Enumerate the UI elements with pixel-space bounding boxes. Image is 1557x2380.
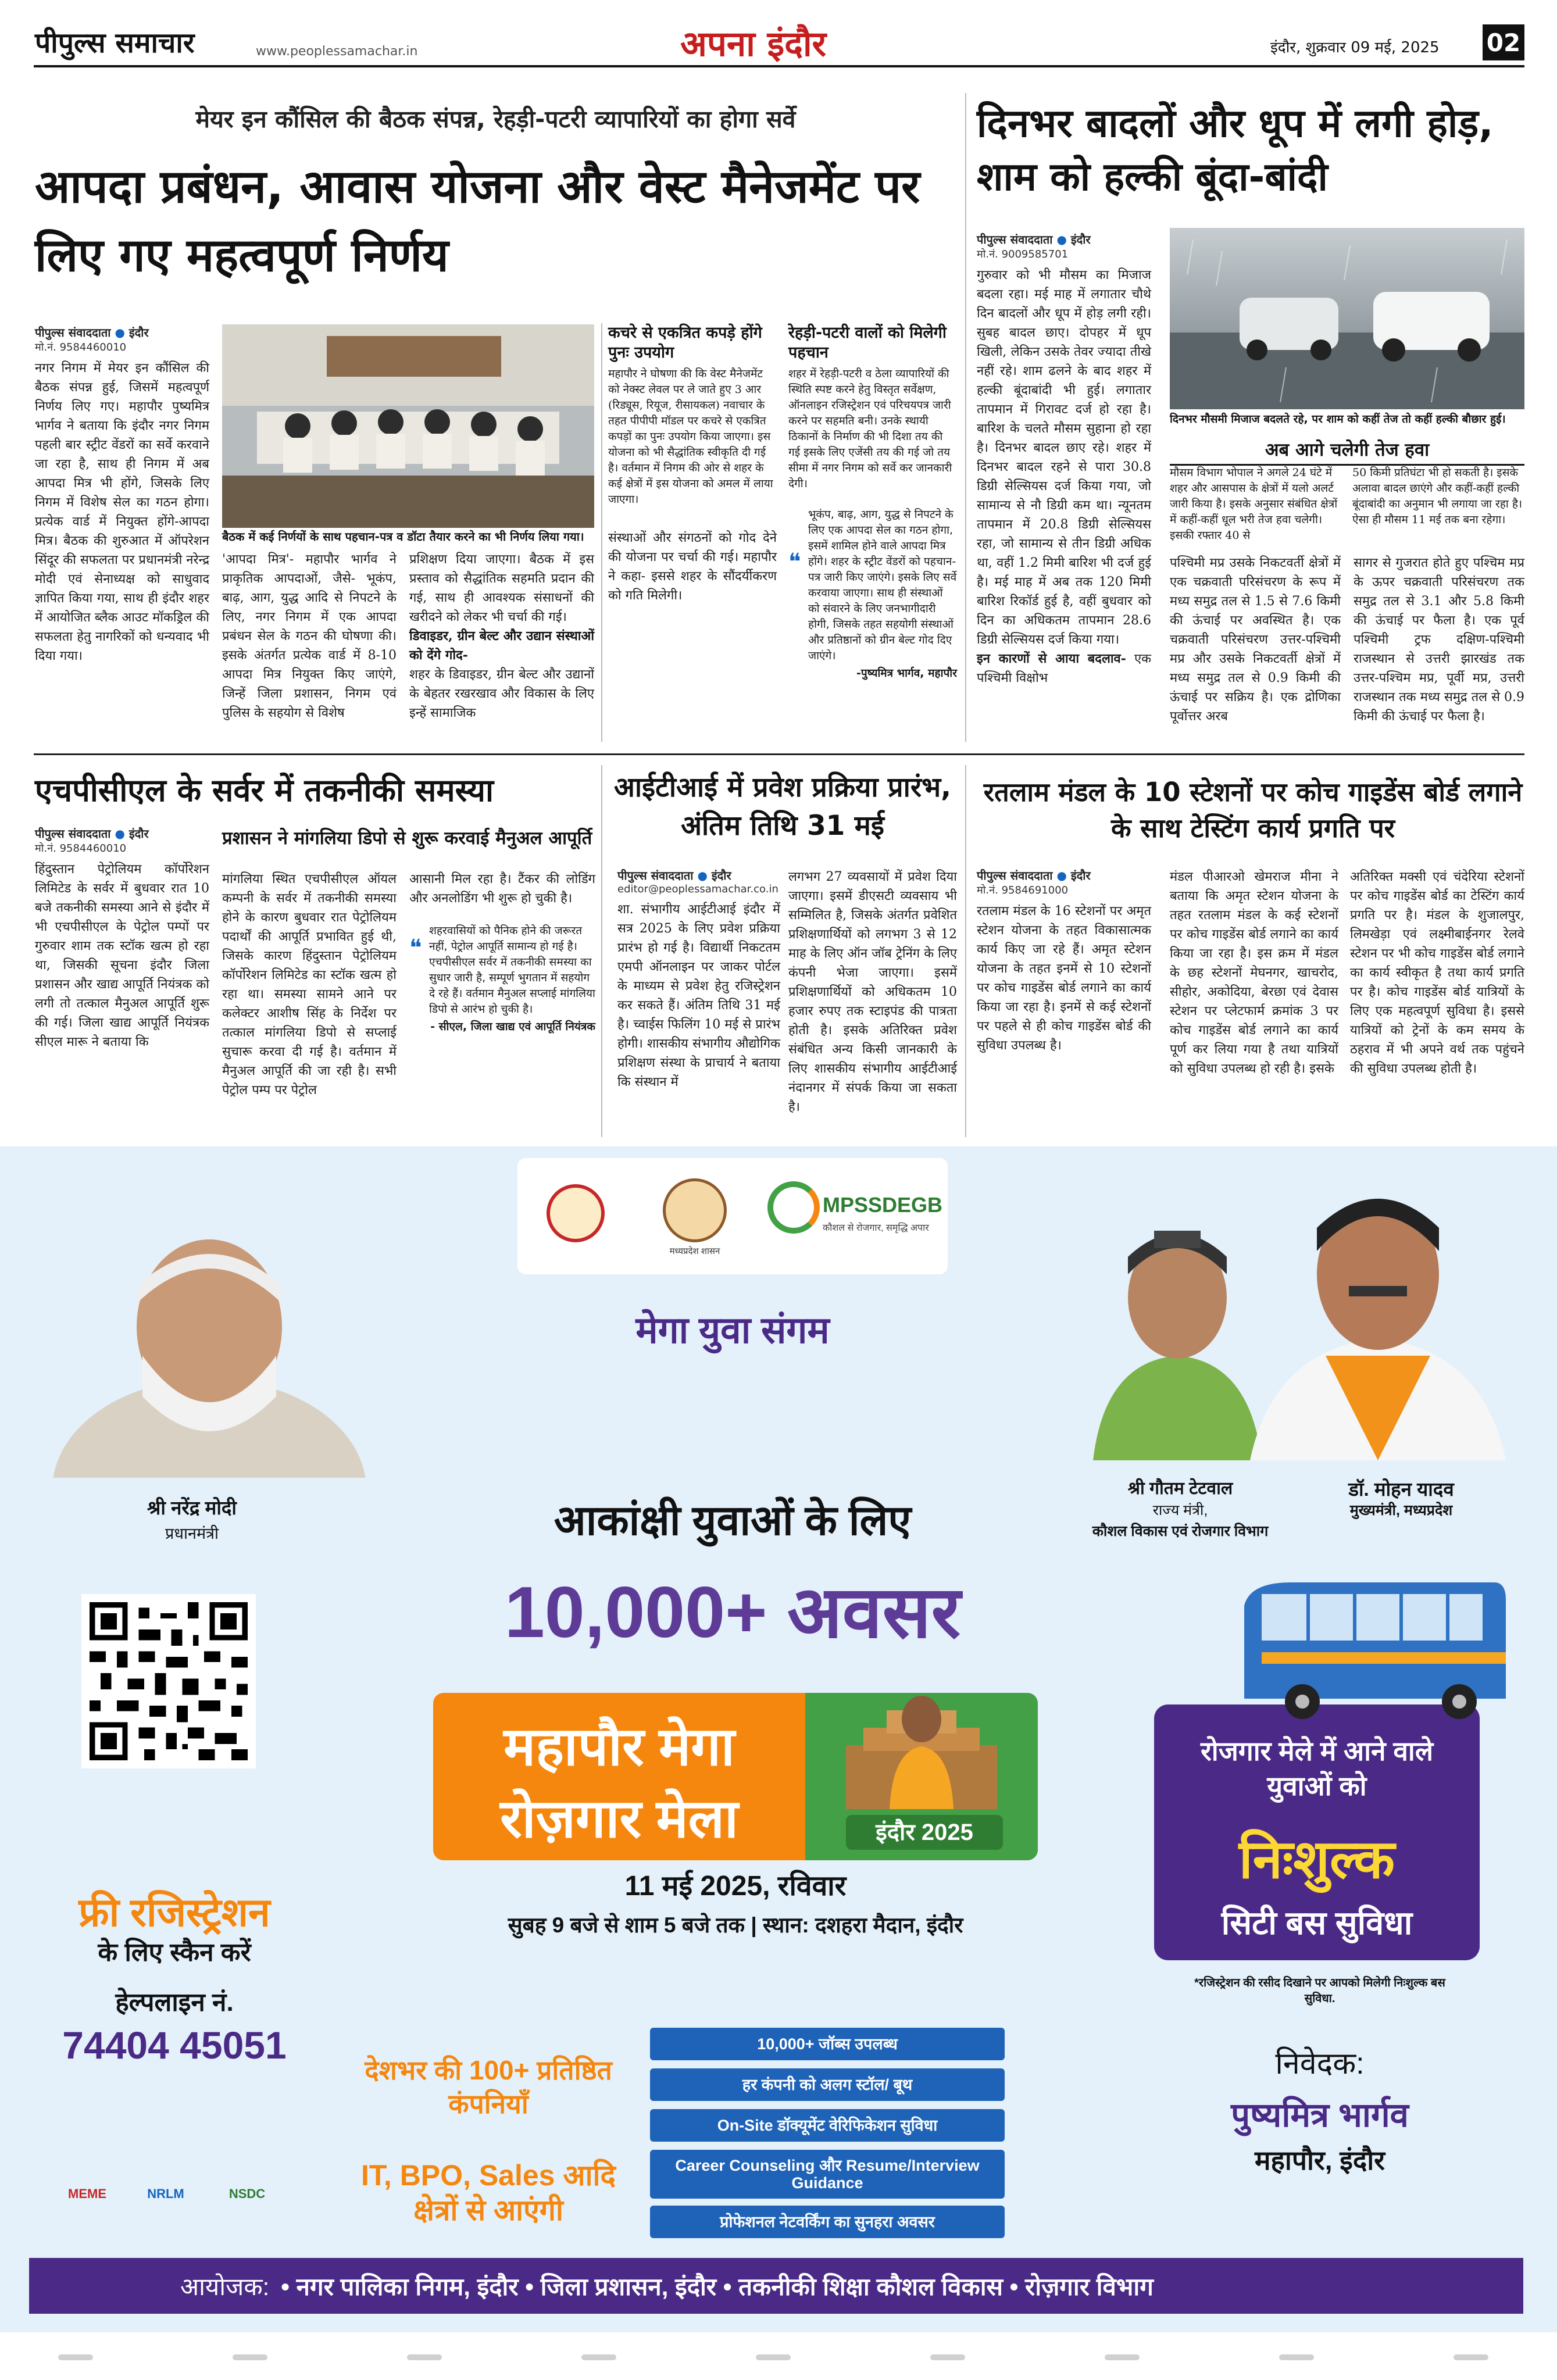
story3-mobile: मो.नं. 9584460010	[35, 842, 127, 855]
story5-col2: मंडल पीआरओ खेमराज मीना ने बताया कि अमृत स्टेशन योजना के तहत रतलाम मंडल के कई स्टेशनों पर कोच गाइडेंस बोर्ड लगाने का कार्य किया जा रहा है। इस क्रम में मंडल के छह स्टेशनों मेघनगर, खाचरोद, सीहोर, अकोदिया, बेरछा एवं देवास स्टेशन पर प्लेटफार्म क्रमांक 3 पर कोच गाइडेंस बोर्ड लगाने का कार्य पूर्ण कर लिया गया है तथा यात्रियों को सुविधा उपलब्ध हो रही है। इसके	[1170, 870, 1338, 1076]
story5-col3: अतिरिक्त मक्सी एवं चंदेरिया स्टेशनों पर कोच गाइडेंस बोर्ड का टेस्टिंग कार्य प्रगति पर है। मंडल के शुजालपुर, लिमखेड़ा एवं लक्ष्मीबाईनगर रेलवे स्टेशन पर भी कोच गाइडेंस बोर्ड लगाने का कार्य स्वीकृत है तथा कार्य प्रगति पर है। कोच गाइडेंस बोर्ड यात्रियों के लिए एक महत्वपूर्ण सुविधा है। इससे यात्रियों को ट्रेनों के कम समय के ठहराव में भी अपने वर्थ तक पहुंचने की सुविधा उपलब्ध होती है।	[1350, 870, 1524, 1076]
nivedak-title: महापौर, इंदौर	[1254, 2145, 1385, 2175]
mpssdegb-logo	[767, 1181, 820, 1234]
modi-title: प्रधानमंत्री	[165, 1525, 219, 1542]
registration-mark	[1454, 2354, 1488, 2360]
story1-col3-subhead: डिवाइडर, ग्रीन बेल्ट और उद्यान संस्थाओं को देंगे गोद-	[409, 628, 594, 663]
story5-col1: रतलाम मंडल के 16 स्टेशनों पर अमृत स्टेशन योजना के तहत विकासात्मक कार्य किए जा रहे हैं। अमृत स्टेशन योजना के तहत इनमें से 10 स्टेशनों पर कोच गाइडेंस बोर्ड लगाने का कार्य किया जा रहा है। इनमें से कई स्टेशनों पर पहले से ही कोच गाइडेंस बोर्ड की सुविधा उपलब्ध है।	[977, 904, 1151, 1053]
story5-mobile: मो.नं. 9584691000	[977, 884, 1069, 896]
organizers-band	[29, 2258, 1523, 2314]
story2-col1-tail: एक पश्चिमी विक्षोभ	[977, 652, 1151, 685]
story3-col3: आसानी मिल रहा है। टैंकर की लोडिंग और अनलोडिंग भी शुरू हो चुकी है।	[409, 872, 595, 906]
bus-line2: सिटी बस सुविधा	[1221, 1904, 1413, 1941]
divider	[601, 323, 602, 742]
story4-byline: पीपुल्स संवाददाता ● इंदौर	[617, 869, 731, 882]
mpssdegb-tagline: कौशल से रोजगार, समृद्धि अपार	[823, 1223, 929, 1233]
box2-title: रेहड़ी-पटरी वालों को मिलेगी पहचान	[788, 324, 947, 362]
feature-verification: On-Site डॉक्यूमेंट वेरिफिकेशन सुविधा	[650, 2109, 1005, 2142]
story4-col1: शा. संभागीय आईटीआई इंदौर में सत्र 2025 के लिए प्रवेश प्रक्रिया प्रारंभ हो गई है। विद्यार्थी निकटतम एमपी ऑनलाइन पर जाकर पोर्टल के माध्यम से प्रवेश हेतु रजिस्ट्रेशन कर सकते हैं। अंतिम तिथि 31 मई है। च्वाईस फिलिंग 10 मई से प्रारंभ होगी। शासकीय संभागीय औद्योगिक प्रशिक्षण संस्था के प्राचार्य ने बताया कि संस्थान में	[617, 902, 780, 1089]
tetwal-name: श्री गौतम टेटवाल	[1127, 1479, 1233, 1498]
feature-stalls: हर कंपनी को अलग स्टॉल/ बूथ	[650, 2068, 1005, 2101]
masthead	[0, 0, 1557, 69]
story2-col1: गुरुवार को भी मौसम का मिजाज बदला रहा। मई माह में लगातार चौथे दिन बादलों और धूप में होड़ लगी रही। सुबह बादल छाए। दोपहर में धूप खिली, लेकिन उसके तेवर ज्यादा तीखे नहीं रहे। शाम ढलने के बाद शहर में हल्की बूंदाबांदी भी हुई। लगातार तापमान में गिरावट दर्ज हो रहा है। बारिश के चलते मौसम सुहाना हो रहा है। दिनभर बादल छाए रहे। शहर में दिनभर बादल रहने से पारा 30.8 डिग्री सेल्सियस दर्ज किया गया, जो सामान्य से नौ डिग्री कम था। न्यूनतम तापमान में 20.8 डिग्री सेल्सियस रहा, जो सामान्य से तीन डिग्री अधिक था, वहीं 1.2 मिमी बारिश भी दर्ज हुई है। मई माह में अब तक 120 मिमी बारिश रिकॉर्ड हुई है, वहीं बुधवार को दिन का अधिकतम तापमान 28.6 डिग्री सेल्सियस दर्ज किया गया।	[977, 268, 1151, 647]
divider	[965, 765, 966, 1137]
meeting-photo	[222, 324, 594, 528]
city-bus-icon	[1227, 1571, 1512, 1722]
story3-headline: एचपीसीएल के सर्वर में तकनीकी समस्या	[35, 772, 494, 809]
bus-line1: रोजगार मेले में आने वाले युवाओं को	[1200, 1736, 1434, 1801]
organizers-label: आयोजक:	[180, 2272, 270, 2300]
indore-2025-badge: इंदौर 2025	[846, 1815, 1003, 1850]
divider	[965, 93, 966, 742]
quote-icon: ❝	[409, 935, 422, 962]
rain-photo	[1170, 228, 1524, 409]
bus-card	[1154, 1704, 1480, 1960]
story2-headline: दिनभर बादलों और धूप में लगी होड़, शाम को हल्की बूंदा-बांदी	[977, 101, 1494, 199]
yadav-name: डॉ. मोहन यादव	[1348, 1478, 1454, 1500]
story4-headline: आईटीआई में प्रवेश प्रक्रिया प्रारंभ, अंतिम तिथि 31 मई	[614, 771, 951, 842]
registration-mark	[581, 2354, 616, 2360]
section-rule	[34, 753, 1524, 755]
feature-networking: प्रोफेशनल नेटवर्किंग का सुनहरा अवसर	[650, 2206, 1005, 2238]
story1-byline: पीपुल्स संवाददाता ● इंदौर	[35, 326, 149, 340]
nivedak-label: निवेदक:	[1275, 2047, 1365, 2081]
story2-byline: पीपुल्स संवाददाता ● इंदौर	[977, 233, 1091, 246]
student-illustration	[834, 1693, 1009, 1809]
section-title: अपना इंदौर	[680, 24, 827, 65]
story2-sub-col2: 50 किमी प्रतिघंटा भी हो सकती है। इसके अलावा बादल छाएंगे और कहीं-कहीं हल्की बूंदाबांदी का अनुमान भी लगाया जा रहा है। ऐसा ही मौसम 11 मई तक बना रहेगा।	[1352, 466, 1523, 526]
registration-mark	[58, 2354, 93, 2360]
organizers-list: • नगर पालिका निगम, इंदौर • जिला प्रशासन, इंदौर • तकनीकी शिक्षा कौशल विकास • रोज़गार विभाग	[281, 2272, 1154, 2300]
story2-col2: पश्चिमी मप्र उसके निकटवर्ती क्षेत्रों में एक चक्रवाती परिसंचरण के रूप में मध्य समुद्र तल से 1.5 से 7.6 किमी की ऊंचाई पर अवस्थित है। एक चक्रवाती परिसंचरण उत्तर-पश्चिमी मप्र और उसके निकटवर्ती क्षेत्रों में मध्य समुद्र तल से 0.9 किमी की ऊंचाई पर सक्रिय है। एक द्रोणिका पूर्वोत्तर अरब	[1170, 556, 1341, 724]
tetwal-title2: कौशल विकास एवं रोजगार विभाग	[1092, 1523, 1269, 1539]
free-registration-title: फ्री रजिस्ट्रेशन	[78, 1891, 270, 1935]
helpline-number[interactable]: 74404 45051	[62, 2024, 287, 2067]
nivedak-name: पुष्यमित्र भार्गव	[1231, 2096, 1409, 2134]
page-number: 02	[1483, 24, 1524, 60]
story5-byline: पीपुल्स संवाददाता ● इंदौर	[977, 869, 1091, 882]
story2-col1-subhead: इन कारणों से आया बदलाव-	[977, 651, 1126, 666]
partner-logo-meme: MEME	[68, 2186, 106, 2201]
feature-counseling: Career Counseling और Resume/Interview Guidance	[650, 2150, 1005, 2199]
divider	[601, 765, 602, 1137]
story3-byline: पीपुल्स संवाददाता ● इंदौर	[35, 827, 149, 841]
story1-mobile: मो.नं. 9584460010	[35, 341, 127, 353]
story1-col2: 'आपदा मित्र'- महापौर भार्गव ने प्राकृतिक आपदाओं, जैसे- भूकंप, बाढ़, आग, युद्ध आदि से निपटने के लिए, नगर निगम में एक आपदा प्रबंधन सेल के गठन की घोषणा की। इसके अंतर्गत प्रत्येक वार्ड में 8-10 आपदा मित्र नियुक्त किए जाएंगे, जिन्हें जिला प्रशासन, निगम एवं पुलिस के सहयोग से विशेष	[222, 552, 397, 720]
feature-jobs: 10,000+ जॉब्स उपलब्ध	[650, 2028, 1005, 2060]
mpssdegb-name: MPSSDEGB	[823, 1193, 943, 1217]
logos-card	[517, 1158, 948, 1274]
masthead-rule	[34, 65, 1524, 67]
yadav-title: मुख्यमंत्री, मध्यप्रदेश	[1349, 1502, 1453, 1518]
story3-subhead: प्रशासन ने मांगलिया डिपो से शुरू करवाई मैनुअल आपूर्ति	[222, 828, 592, 849]
story3-quote-by: - सीएल, जिला खाद्य एवं आपूर्ति नियंत्रक	[430, 1020, 595, 1033]
masthead-logo[interactable]: पीपुल्स समाचार	[35, 27, 195, 59]
mp-govt-label: मध्यप्रदेश शासन	[669, 1246, 720, 1256]
event-date: 11 मई 2025, रविवार	[624, 1871, 847, 1902]
dateline: इंदौर, शुक्रवार 09 मई, 2025	[1270, 39, 1440, 56]
event-time-venue: सुबह 9 बजे से शाम 5 बजे तक | स्थान: दशहरा मैदान, इंदौर	[508, 1913, 963, 1937]
story3-col1: हिंदुस्तान पेट्रोलियम कॉर्पोरेशन लिमिटेड के सर्वर में बुधवार रात 10 बजे तकनीकी समस्या आने से इंदौर में भी एचपीसीएल के पेट्रोल पम्पों पर गुरुवार शाम तक स्टॉक खत्म हो रहा था, जिसकी सूचना इंदौर जिला प्रशासन और खाद्य आपूर्ति नियंत्रक को लगी तो तत्काल मैनुअल आपूर्ति शुरू की गई। जिला खाद्य आपूर्ति नियंत्रक सीएल मारू ने बताया कि	[35, 862, 209, 1049]
story4-col2: लगभग 27 व्यवसायों में प्रवेश दिया जाएगा। इसमें डीएसटी व्यवसाय भी सम्मिलित है, जिसके अंतर्गत प्रवेशित प्रशिक्षणार्थियों को लगभग 3 से 12 माह के लिए ऑन जॉब ट्रेनिंग के लिए कंपनी भेजा जाएगा। इसमें प्रशिक्षणार्थियों को अधिकतम 10 हजार रुपए तक स्टाइपंड की पात्रता होती है। इसके अतिरिक्त प्रवेश संबंधित अन्य किसी जानकारी के लिए शासकीय संभागीय आईटीआई नंदानगर में संपर्क किया जा सकता है।	[788, 870, 957, 1114]
story1-col3a: प्रशिक्षण दिया जाएगा। बैठक में इस प्रस्ताव को सैद्धांतिक सहमति प्रदान की गई, साथ ही आवश्यक संसाधनों की खरीदने को लेकर भी चर्चा की गई।	[409, 552, 594, 624]
helpline-label: हेल्पलाइन नं.	[115, 1988, 234, 2017]
masthead-url[interactable]: www.peoplessamachar.in	[256, 44, 418, 59]
modi-name: श्री नरेंद्र मोदी	[147, 1497, 237, 1518]
mela-title-line1: महापौर मेगा	[503, 1717, 735, 1777]
story2-col3: सागर से गुजरात होते हुए पश्चिम मप्र के ऊपर चक्रवाती परिसंचरण तक समुद्र तल से 3.1 और 5.8 किमी की ऊंचाई पर फैला है। एक पूर्व पश्चिमी ट्रफ दक्षिण-पश्चिमी राजस्थान से उत्तरी झारखंड तक उत्तर-पश्चिम मप्र, पूर्वी मप्र, उत्तरी राजस्थान तक मध्य समुद्र तल से 0.9 किमी की ऊंचाई पर फैला है।	[1354, 556, 1524, 724]
story1-quote-by: -पुष्यमित्र भार्गव, महापौर	[856, 667, 957, 680]
modi-portrait	[35, 1222, 384, 1478]
registration-mark	[1105, 2354, 1140, 2360]
story4-email[interactable]: editor@peoplessamachar.co.in	[617, 883, 779, 895]
sectors-line: IT, BPO, Sales आदि क्षेत्रों से आएंगी	[361, 2159, 616, 2227]
meeting-photo-caption: बैठक में कई निर्णयों के साथ पहचान-पत्र व डॉटा तैयार करने का भी निर्णय लिया गया।	[222, 530, 584, 544]
story1-headline: आपदा प्रबंधन, आवास योजना और वेस्ट मैनेजमेंट पर लिए गए महत्वपूर्ण निर्णय	[35, 160, 920, 282]
partner-logo-nrlm: NRLM	[147, 2186, 184, 2201]
box1-title: कचरे से एकत्रित कपड़े होंगे पुनः उपयोग	[608, 324, 762, 362]
registration-mark	[756, 2354, 791, 2360]
quote-icon: ❝	[788, 549, 801, 576]
rain-photo-caption: दिनभर मौसमी मिजाज बदलते रहे, पर शाम को कहीं तेज तो कहीं हल्की बौछार हुई।	[1170, 413, 1506, 426]
event-title: मेगा युवा संगम	[635, 1309, 830, 1351]
companies-line: देशभर की 100+ प्रतिष्ठित कंपनियाँ	[365, 2055, 612, 2119]
registration-qr[interactable]	[81, 1594, 256, 1768]
box1-text: महापौर ने घोषणा की कि वेस्ट मैनेजमेंट को नेक्स्ट लेवल पर ले जाते हुए 3 आर (रिड्यूस, रियूज, रीसायकल) नवाचार के तहत पीपीपी मॉडल पर कचरे से एकत्रित कपड़ों का पुनः उपयोग किया जाएगा। इस योजना को भी सैद्धांतिक स्वीकृति दी गई है। वर्तमान में निगम की ओर से शहर के कई क्षेत्रों में इस योजना को अमल में लाया जाएगा।	[608, 367, 773, 506]
mela-title-line2: रोज़गार मेला	[500, 1789, 738, 1849]
registration-mark	[930, 2354, 965, 2360]
story3-col2: मांगलिया स्थित एचपीसीएल ऑयल कम्पनी के सर्वर में तकनीकी समस्या होने के कारण बुधवार रात पेट्रोलियम पदार्थों की आपूर्ति प्रभावित हुई थी, जिसके कारण हिंदुस्तान पेट्रोलियम कॉर्पोरेशन लिमिटेड का स्टॉक खत्म हो रहा था। समस्या सामने आने पर कलेक्टर आशीष सिंह के निर्देश पर तत्काल मांगलिया डिपो से सप्लाई सुचारू करवा दी गई है। वर्तमान में मैनुअल आपूर्ति की जा रही है। सभी पेट्रोल पम्प पर पेट्रोल	[222, 872, 397, 1098]
story2-sub-col1: मौसम विभाग भोपाल ने अगले 24 घंटे में शहर और आसपास के क्षेत्रों में यलो अलर्ट जारी किया है। इसके अनुसार संबंधित क्षेत्रों में कहीं-कहीं धूल भरी तेज हवा चलेगी। इसकी रफ्तार 40 से	[1170, 466, 1338, 542]
bus-free: निःशुल्क	[1238, 1830, 1395, 1889]
box2-text: शहर में रेहड़ी-पटरी व ठेला व्यापारियों की स्थिति स्पष्ट करने हेतु विस्तृत सर्वेक्षण, ऑनलाइन रजिस्ट्रेशन एवं परिचयपत्र जारी करने पर सहमति बनी। उनके स्थायी ठिकानों के निर्माण की भी दिशा तय की गई इसके लिए एजेंसी तय की गई जो तय सीमा में नगर निगम को सर्वे कर जानकारी देगी।	[788, 367, 952, 490]
for-youth-line: आकांक्षी युवाओं के लिए	[553, 1498, 912, 1544]
registration-mark	[1279, 2354, 1314, 2360]
box1-after: संस्थाओं और संगठनों को गोद देने की योजना पर चर्चा की गई। महापौर ने कहा- इससे शहर के सौंदर्यीकरण को गति मिलेगी।	[608, 531, 777, 603]
partner-logo-nsdc: NSDC	[228, 2186, 266, 2201]
story1-kicker: मेयर इन कौंसिल की बैठक संपन्न, रेहड़ी-पटरी व्यापारियों का होगा सर्वे	[195, 105, 796, 133]
story1-quote: भूकंप, बाढ़, आग, युद्ध से निपटने के लिए एक आपदा सेल का गठन होगा, इसमें शामिल होने वाले आपदा मित्र होंगे। शहर के स्ट्रीट वेंडरों को पहचान-पत्र जारी किए जाएंगे। इसके लिए सर्वे करवाया जाएगा। साथ ही संस्थाओं को संवारने के लिए जनभागीदारी होगी, जिसके तहत सहयोगी संस्थाओं और प्रतिष्ठानों को ग्रीन बेल्ट गोद दिए जाएंगे।	[808, 508, 957, 662]
story2-mobile: मो.नं. 9009585701	[977, 248, 1069, 260]
mp-police-logo	[547, 1184, 605, 1242]
bus-note: *रजिस्ट्रेशन की रसीद दिखाने पर आपको मिलेगी निःशुल्क बस सुविधा.	[1194, 1977, 1445, 2005]
registration-mark	[407, 2354, 442, 2360]
story5-headline: रतलाम मंडल के 10 स्टेशनों पर कोच गाइडेंस बोर्ड लगाने के साथ टेस्टिंग कार्य प्रगति पर	[983, 777, 1523, 844]
tetwal-title1: राज्य मंत्री,	[1152, 1502, 1208, 1518]
free-registration-sub: के लिए स्कैन करें	[98, 1938, 251, 1967]
yadav-portrait	[1238, 1164, 1517, 1460]
story1-col3b: शहर के डिवाइडर, ग्रीन बेल्ट और उद्यानों के बेहतर रखरखाव और विकास के लिए इन्हें सामाजिक	[409, 667, 594, 720]
registration-mark	[233, 2354, 267, 2360]
mp-govt-logo	[663, 1178, 727, 1242]
story3-quote: शहरवासियों को पैनिक होने की जरूरत नहीं, पेट्रोल आपूर्ति सामान्य हो गई है। एचपीसीएल सर्वर में तकनीकी समस्या का सुधार जारी है, सम्पूर्ण भुगतान में सहयोग दे रहे हैं। वर्तमान मैनुअल सप्लाई मांगलिया डिपो से आरंभ हो चुकी है।	[429, 924, 595, 1016]
story1-col1: नगर निगम में मेयर इन कौंसिल की बैठक संपन्न हुई, जिसमें महत्वपूर्ण निर्णय लिए गए। महापौर पुष्यमित्र भार्गव ने बताया कि इंदौर नगर निगम पहली बार स्ट्रीट वेंडरों का सर्वे करवाने जा रहा है, साथ ही निगम में अब आपदा मित्र भी होंगे, जिसके लिए निगम में विशेष सेल का गठन होगा। प्रत्येक वार्ड में नियुक्त होंगे-आपदा मित्र। बैठक की शुरुआत में ऑपरेशन सिंदूर की सफलता पर प्रधानमंत्री नरेन्द्र मोदी एवं सेनाध्यक्ष को साधुवाद ज्ञापित किया गया, साथ ही इंदौर शहर में आयोजित ब्लैक आउट मॉकड्रिल की सफलता हेतु नागरिकों को धन्यवाद भी दिया गया।	[35, 361, 209, 663]
job-fair-ad	[0, 1146, 1557, 2332]
opportunities-count: 10,000+ अवसर	[504, 1573, 961, 1653]
mela-banner	[433, 1693, 1038, 1860]
story2-subhead: अब आगे चलेगी तेज हवा	[1170, 437, 1524, 466]
